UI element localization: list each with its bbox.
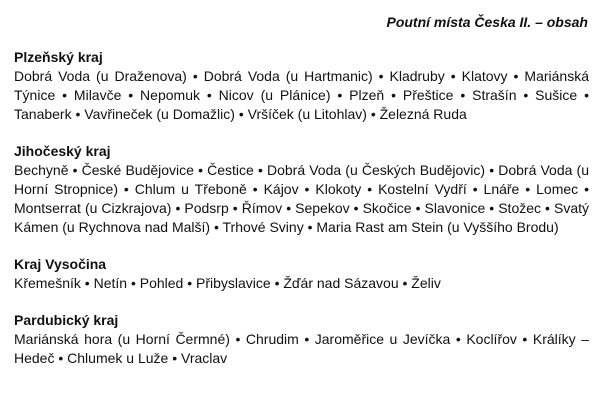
region-title: Kraj Vysočina — [14, 256, 107, 272]
region-places: Křemešník • Netín • Pohled • Přibyslavice • Žďár nad Sázavou • Želiv — [14, 275, 441, 291]
region-places: Bechyně • České Budějovice • Čestice • Dobrá Voda (u Českých Budějovic) • Dobrá Voda (u Horní Stropnice) • Chlum u Třeboně • Kájov • Klokoty • Kostelní Vydří • Lnáře • Lomec • Montserrat (u Cizkrajova) • Podsrp • Římov • Sepekov • Skočice • Slavonice • Stožec • Svatý Kámen (u Rychnova nad Malší) • Trhové Sviny • Maria Rast am Stein (u Vyššího Brodu) — [14, 162, 589, 235]
region-title: Jihočeský kraj — [14, 143, 111, 159]
region-title: Pardubický kraj — [14, 312, 119, 328]
region-places: Mariánská hora (u Horní Čermné) • Chrudim • Jaroměřice u Jevíčka • Koclířov • Králíky – Hedeč • Chlumek u Luže • Vraclav — [14, 331, 589, 366]
region-jihocesky — [14, 142, 589, 237]
region-plzensky — [14, 48, 589, 124]
region-title: Plzeňský kraj — [14, 49, 103, 65]
document-content — [14, 48, 589, 386]
region-vysocina — [14, 255, 589, 293]
region-places: Dobrá Voda (u Draženova) • Dobrá Voda (u Hartmanic) • Kladruby • Klatovy • Mariánská Týnice • Milavče • Nepomuk • Nicov (u Plánice) • Plzeň • Přeštice • Strašín • Sušice • Tanaberk • Vavřineček (u Domažlic) • Vršíček (u Litohlav) • Železná Ruda — [14, 68, 589, 122]
region-pardubicky — [14, 311, 589, 368]
document-header: Poutní místa Česka II. – obsah — [386, 14, 588, 30]
